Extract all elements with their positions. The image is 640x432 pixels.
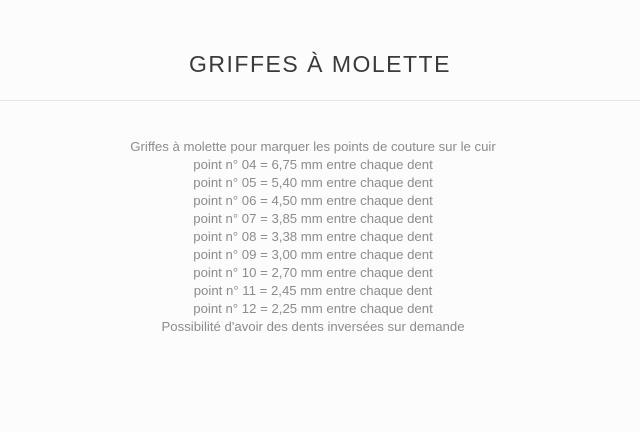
spec-line-11: point n° 11 = 2,45 mm entre chaque dent <box>193 283 433 298</box>
description-intro: Griffes à molette pour marquer les points de couture sur le cuir <box>130 139 496 154</box>
spec-line-08: point n° 08 = 3,38 mm entre chaque dent <box>193 229 433 244</box>
product-description <box>0 138 626 336</box>
spec-line-10: point n° 10 = 2,70 mm entre chaque dent <box>193 265 433 280</box>
page-blank-area <box>0 340 640 432</box>
spec-line-05: point n° 05 = 5,40 mm entre chaque dent <box>193 175 433 190</box>
spec-line-06: point n° 06 = 4,50 mm entre chaque dent <box>193 193 433 208</box>
spec-line-12: point n° 12 = 2,25 mm entre chaque dent <box>193 301 433 316</box>
description-outro: Possibilité d'avoir des dents inversées sur demande <box>161 319 465 334</box>
page-header <box>0 0 640 101</box>
page-title: GRIFFES À MOLETTE <box>189 51 451 77</box>
spec-line-04: point n° 04 = 6,75 mm entre chaque dent <box>193 157 433 172</box>
spec-line-09: point n° 09 = 3,00 mm entre chaque dent <box>193 247 433 262</box>
spec-line-07: point n° 07 = 3,85 mm entre chaque dent <box>193 211 433 226</box>
